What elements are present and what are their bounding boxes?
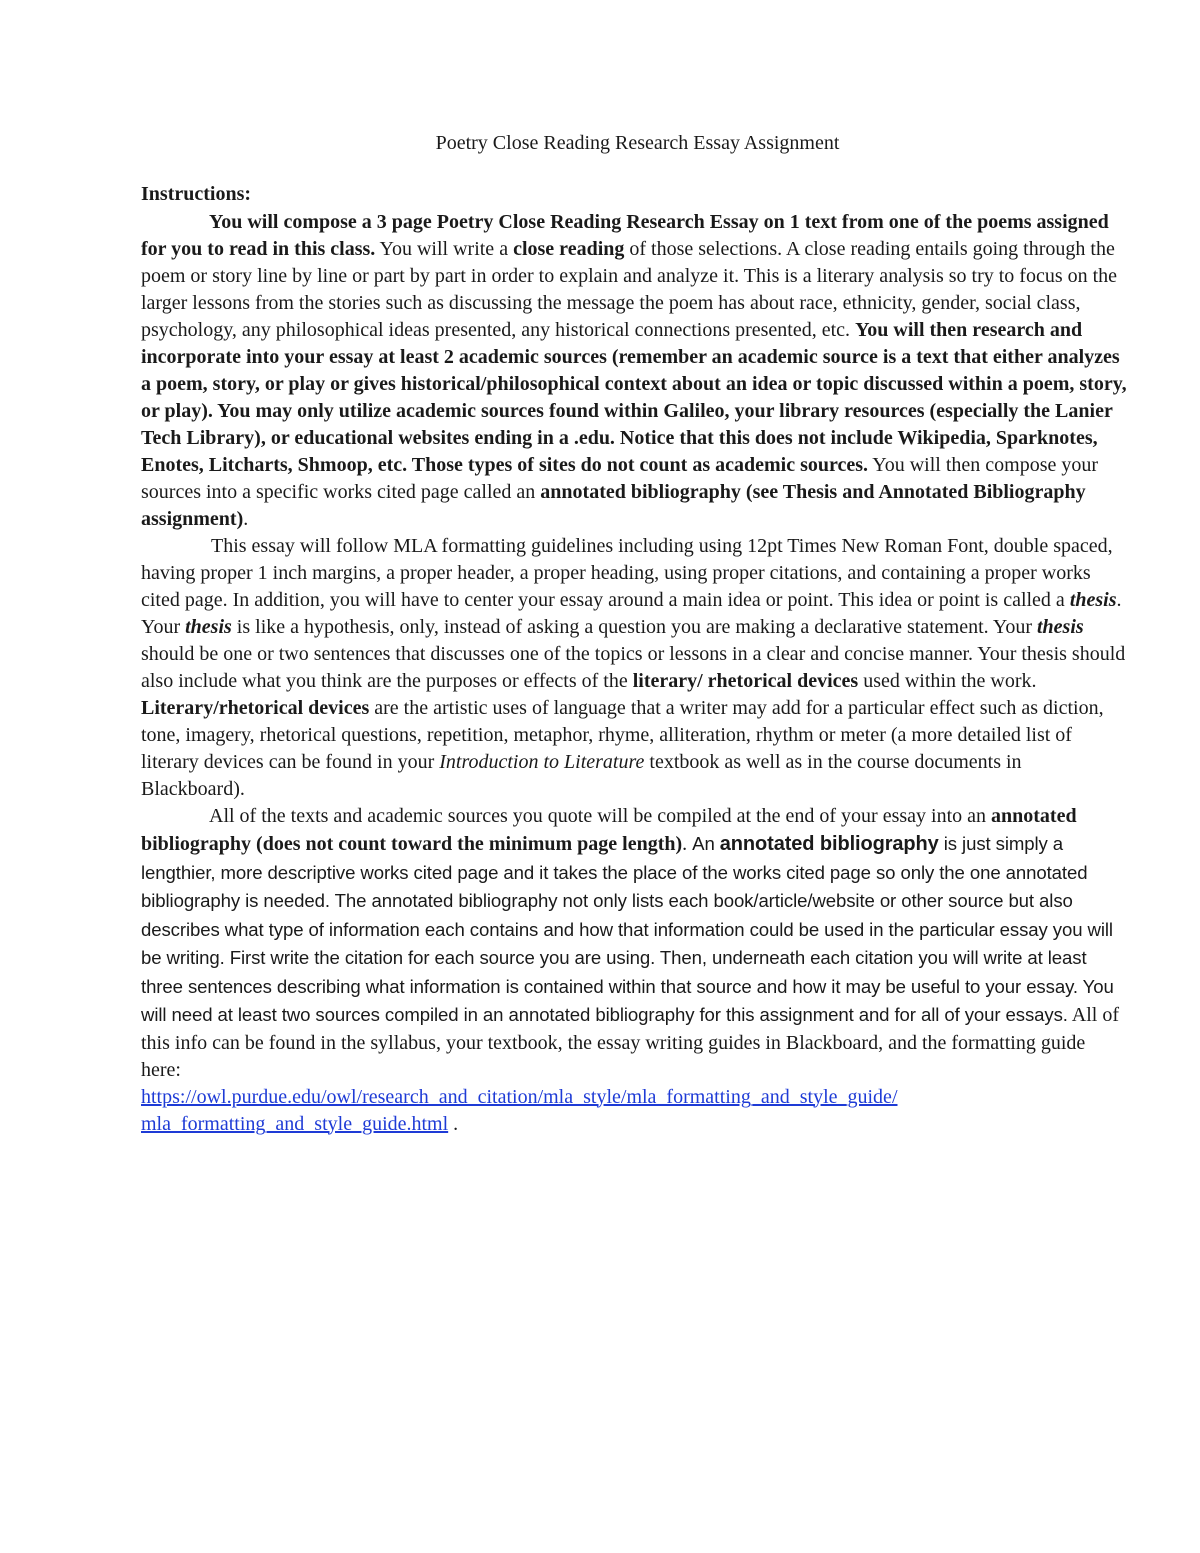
instructions-label: Instructions: [141, 183, 252, 205]
thesis-term: thesis [1069, 589, 1117, 611]
purdue-owl-link[interactable]: https://owl.purdue.edu/owl/research_and_citation/mla_style/mla_formatting_and_style_guide/ mla_formatting_and_style_guide.html [141, 1085, 898, 1135]
textbook-title: Introduction to Literature [439, 751, 645, 773]
p1-bold-research: You will then research and incorporate into your essay at least 2 academic sources (remember an academic source is a text that either analyzes a poem, story, or play or gives historical/philosophical context about an idea or topic discussed within a poem, story, or play). You may only utilize academic sources found within Galileo, your library resources (especially the Lanier Tech Library), or educational websites ending in a .edu. Notice that this does not include Wikipedia, Sparknotes, Enotes, Litcharts, Shmoop, etc. Those types of sites do not count as academic sources. [141, 319, 1127, 476]
paragraph-1: You will compose a 3 page Poetry Close Reading Research Essay on 1 text from one of the poems assigned for you to read in this class. You will write a close reading of those selections. A close reading entails going through the poem or story line by line or part by part in order to explain and analyze it. This is a literary analysis so try to focus on the larger lessons from the stories such as discussing the message the poem has about race, ethnicity, gender, social class, psychology, any philosophical ideas presented, any historical connections presented, etc. You will then research and incorporate into your essay at least 2 academic sources (remember an academic source is a text that either analyzes a poem, story, or play or gives historical/philosophical context about an idea or topic discussed within a poem, story, or play). You may only utilize academic sources found within Galileo, your library resources (especially the Lanier Tech Library), or educational websites ending in a .edu. Notice that this does not include Wikipedia, Sparknotes, Enotes, Litcharts, Shmoop, etc. Those types of sites do not count as academic sources. You will then compose your sources into a specific works cited page called an annotated bibliography (see Thesis and Annotated Bibliography assignment). [141, 211, 1127, 530]
thesis-term: thesis [1037, 616, 1084, 638]
page-title: Poetry Close Reading Research Essay Assignment [435, 132, 840, 154]
p1-bold-intro: You will compose a 3 page Poetry Close Reading Research Essay on 1 text from one of the poems assigned for you to read in this class. [141, 211, 1109, 260]
annotated-bibliography-explanation: An annotated bibliography is just simply a lengthier, more descriptive works cited page and it takes the place of the works cited page so only the one annotated bibliography is needed. The annotated bibliography not only lists each book/article/website or other source but also describes what type of information each contains and how that information could be used in the particular essay you will be writing. First write the citation for each source you are using. Then, underneath each citation you will write at least three sentences describing what information is contained within that source and how it may be useful to your essay. You will need at least two sources compiled in an annotated bibliography for this assignment and for all of your essays. [141, 833, 1114, 1025]
paragraph-3: All of the texts and academic sources you quote will be compiled at the end of your essay into an annotated bibliography (does not count toward the minimum page length). An annotated bibliography is just simply a lengthier, more descriptive works cited page and it takes the place of the works cited page so only the one annotated bibliography is needed. The annotated bibliography not only lists each book/article/website or other source but also describes what type of information each contains and how that information could be used in the particular essay you will be writing. First write the citation for each source you are using. Then, underneath each citation you will write at least three sentences describing what information is contained within that source and how it may be useful to your essay. You will need at least two sources compiled in an annotated bibliography for this assignment and for all of your essays. All of this info can be found in the syllabus, your textbook, the essay writing guides in Blackboard, and the formatting guide here: https://owl.purdue.edu/owl/research_and_citation/mla_style/mla_formatting_and_style_guide/ mla_formatting_and_style_guide.html . [141, 805, 1119, 1135]
paragraph-2: This essay will follow MLA formatting guidelines including using 12pt Times New Roman Font, double spaced, having proper 1 inch margins, a proper header, a proper heading, using proper citations, and containing a proper works cited page. In addition, you will have to center your essay around a main idea or point. This idea or point is called a thesis. Your thesis is like a hypothesis, only, instead of asking a question you are making a declarative statement. Your thesis should be one or two sentences that discusses one of the topics or lessons in a clear and concise manner. Your thesis should also include what you think are the purposes or effects of the literary/ rhetorical devices used within the work. Literary/rhetorical devices are the artistic uses of language that a writer may add for a particular effect such as diction, tone, imagery, rhetorical questions, repetition, metaphor, rhyme, alliteration, rhythm or meter (a more detailed list of literary devices can be found in your Introduction to Literature textbook as well as in the course documents in Blackboard). [141, 535, 1126, 800]
thesis-term: thesis [185, 616, 232, 638]
